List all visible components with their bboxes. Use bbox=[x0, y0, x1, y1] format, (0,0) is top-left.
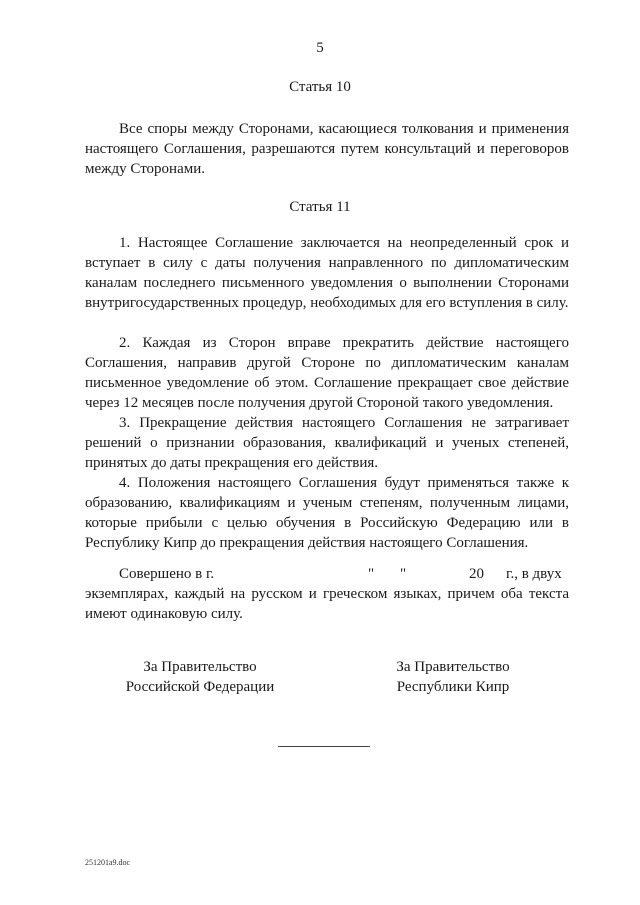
article-11-paragraph-2: 2. Каждая из Сторон вправе прекратить действие настоящего Соглашения, направив другой Стороне по дипломатическим каналам письменное уведомление об этом. Соглашение прекращает свое действие через 12 месяцев после получения другой Стороной такого уведомления. bbox=[85, 335, 569, 411]
signature-russia bbox=[100, 657, 300, 697]
file-name: 251201a9.doc bbox=[85, 858, 131, 867]
signature-cyprus bbox=[353, 657, 553, 697]
article-10-title: Статья 10 bbox=[289, 79, 351, 95]
page-number: 5 bbox=[316, 40, 324, 56]
date-year: 20 bbox=[469, 566, 484, 582]
signature-russia-line2: Российской Федерации bbox=[125, 679, 275, 695]
date-year-suffix: г., в двух bbox=[506, 566, 562, 582]
closing-continuation: экземплярах, каждый на русском и греческом языках, причем оба текста имеют одинаковую силу. bbox=[85, 586, 569, 622]
article-11-paragraph-1: 1. Настоящее Соглашение заключается на неопределенный срок и вступает в силу с даты получения направленного по дипломатическим каналам последнего письменного уведомления о выполнении Сторонами внутригосударственных процедур, необходимых для его вступления в силу. bbox=[85, 235, 569, 311]
done-in-label: Совершено в г. bbox=[119, 566, 215, 582]
article-10-text: Все споры между Сторонами, касающиеся толкования и применения настоящего Соглашения, разрешаются путем консультаций и переговоров между Сторонами. bbox=[85, 121, 569, 177]
article-11-paragraph-3: 3. Прекращение действия настоящего Соглашения не затрагивает решений о признании образования, квалификаций и ученых степеней, принятых до даты прекращения его действия. bbox=[85, 415, 569, 471]
date-quote-close: " bbox=[400, 566, 407, 582]
article-11-title: Статья 11 bbox=[289, 199, 351, 215]
date-quote-open: " bbox=[368, 566, 375, 582]
article-11-paragraph-4: 4. Положения настоящего Соглашения будут применяться также к образованию, квалификациям и ученым степеням, полученным лицами, которые прибыли с целью обучения в Российскую Федерацию или в Республику Кипр до прекращения действия настоящего Соглашения. bbox=[85, 475, 569, 551]
signature-cyprus-line1: За Правительство bbox=[396, 659, 510, 675]
signature-russia-line1: За Правительство bbox=[143, 659, 257, 675]
end-divider bbox=[278, 746, 370, 747]
signature-cyprus-line2: Республики Кипр bbox=[396, 679, 510, 695]
